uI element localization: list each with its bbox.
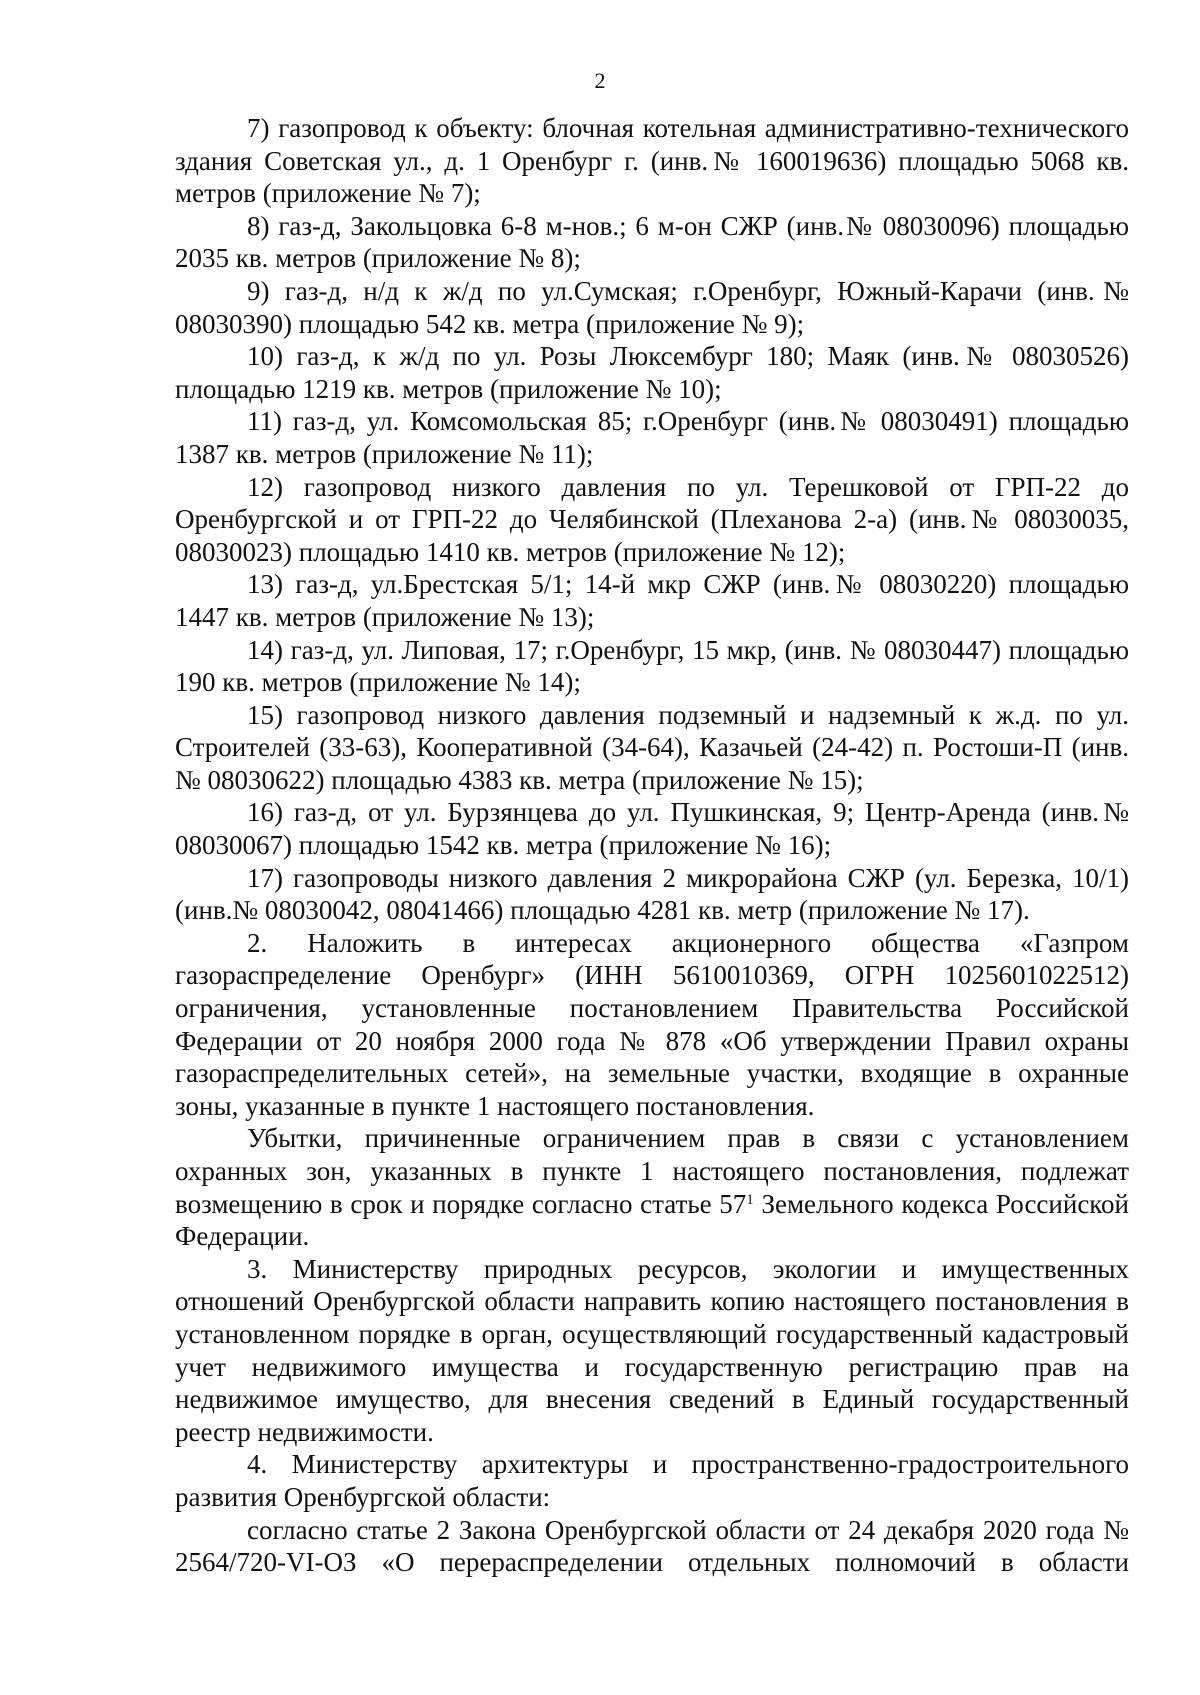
list-item-12: 12) газопровод низкого давления по ул. Терешковой от ГРП-22 до Оренбургской и от ГРП-22 до Челябинской (Плеханова 2-а) (инв.№ 08030035, 08030023) площадью 1410 кв. метров (приложение № 12);	[175, 471, 1129, 567]
section-2-paragraph: 2. Наложить в интересах акционерного общества «Газпром газораспределение Оренбург» (ИНН 5610010369, ОГРН 1025601022512) ограничения, установленные постановлением Правительства Российской Федерации от 20 ноября 2000 года № 878 «Об утверждении Правил охраны газораспределительных сетей», на земельные участки, входящие в охранные зоны, указанные в пункте 1 настоящего постановления.	[175, 927, 1129, 1121]
list-item-17: 17) газопроводы низкого давления 2 микрорайона СЖР (ул. Березка, 10/1) (инв.№ 08030042, 08041466) площадью 4281 кв. метр (приложение № 17).	[175, 862, 1129, 926]
list-item-16: 16) газ-д, от ул. Бурзянцева до ул. Пушкинская, 9; Центр-Аренда (инв.№ 08030067) площадью 1542 кв. метра (приложение № 16);	[175, 797, 1129, 861]
losses-paragraph	[175, 1122, 1129, 1252]
list-item-15: 15) газопровод низкого давления подземный и надземный к ж.д. по ул. Строителей (33-63), Кооперативной (34-64), Казачьей (24-42) п. Ростоши-П (инв.№ 08030622) площадью 4383 кв. метра (приложение № 15);	[175, 699, 1129, 795]
list-item-14: 14) газ-д, ул. Липовая, 17; г.Оренбург, 15 мкр, (инв. № 08030447) площадью 190 кв. метров (приложение № 14);	[175, 634, 1129, 698]
list-item-13: 13) газ-д, ул.Брестская 5/1; 14-й мкр СЖР (инв.№ 08030220) площадью 1447 кв. метров (приложение № 13);	[175, 569, 1129, 632]
losses-text-after: Земельного кодекса Российской Федерации.	[175, 1188, 1129, 1252]
section-4-paragraph: 4. Министерству архитектуры и пространственно-градостроительного развития Оренбургской области:	[175, 1449, 1129, 1512]
document-body	[175, 112, 1129, 1579]
list-item-8: 8) газ-д, Закольцовка 6-8 м-нов.; 6 м-он СЖР (инв.№ 08030096) площадью 2035 кв. метров (приложение № 8);	[175, 210, 1129, 274]
list-item-7: 7) газопровод к объекту: блочная котельная административно-технического здания Советская ул., д. 1 Оренбург г. (инв.№ 160019636) площадью 5068 кв. метров (приложение № 7);	[175, 113, 1129, 209]
section-4-subparagraph: согласно статье 2 Закона Оренбургской области от 24 декабря 2020 года № 2564/720-VI-ОЗ «О перераспределении отдельных полномочий в области	[175, 1514, 1129, 1578]
article-superscript: 1	[746, 1191, 754, 1208]
section-3-paragraph: 3. Министерству природных ресурсов, экологии и имущественных отношений Оренбургской области направить копию настоящего постановления в установленном порядке в орган, осуществляющий государственный кадастровый учет недвижимого имущества и государственную регистрацию прав на недвижимое имущество, для внесения сведений в Единый государственный реестр недвижимости.	[175, 1253, 1129, 1447]
list-item-11: 11) газ-д, ул. Комсомольская 85; г.Оренбург (инв.№ 08030491) площадью 1387 кв. метров (приложение № 11);	[175, 406, 1129, 469]
list-item-10: 10) газ-д, к ж/д по ул. Розы Люксембург 180; Маяк (инв.№ 08030526) площадью 1219 кв. метров (приложение № 10);	[175, 341, 1129, 404]
page-number: 2	[594, 68, 606, 93]
list-item-9: 9) газ-д, н/д к ж/д по ул.Сумская; г.Оренбург, Южный-Карачи (инв.№ 08030390) площадью 542 кв. метра (приложение № 9);	[175, 275, 1129, 339]
losses-text-before: Убытки, причиненные ограничением прав в связи с установлением охранных зон, указанных в пункте 1 настоящего постановления, подлежат возмещению в срок и порядке согласно статье 57	[175, 1123, 1129, 1219]
